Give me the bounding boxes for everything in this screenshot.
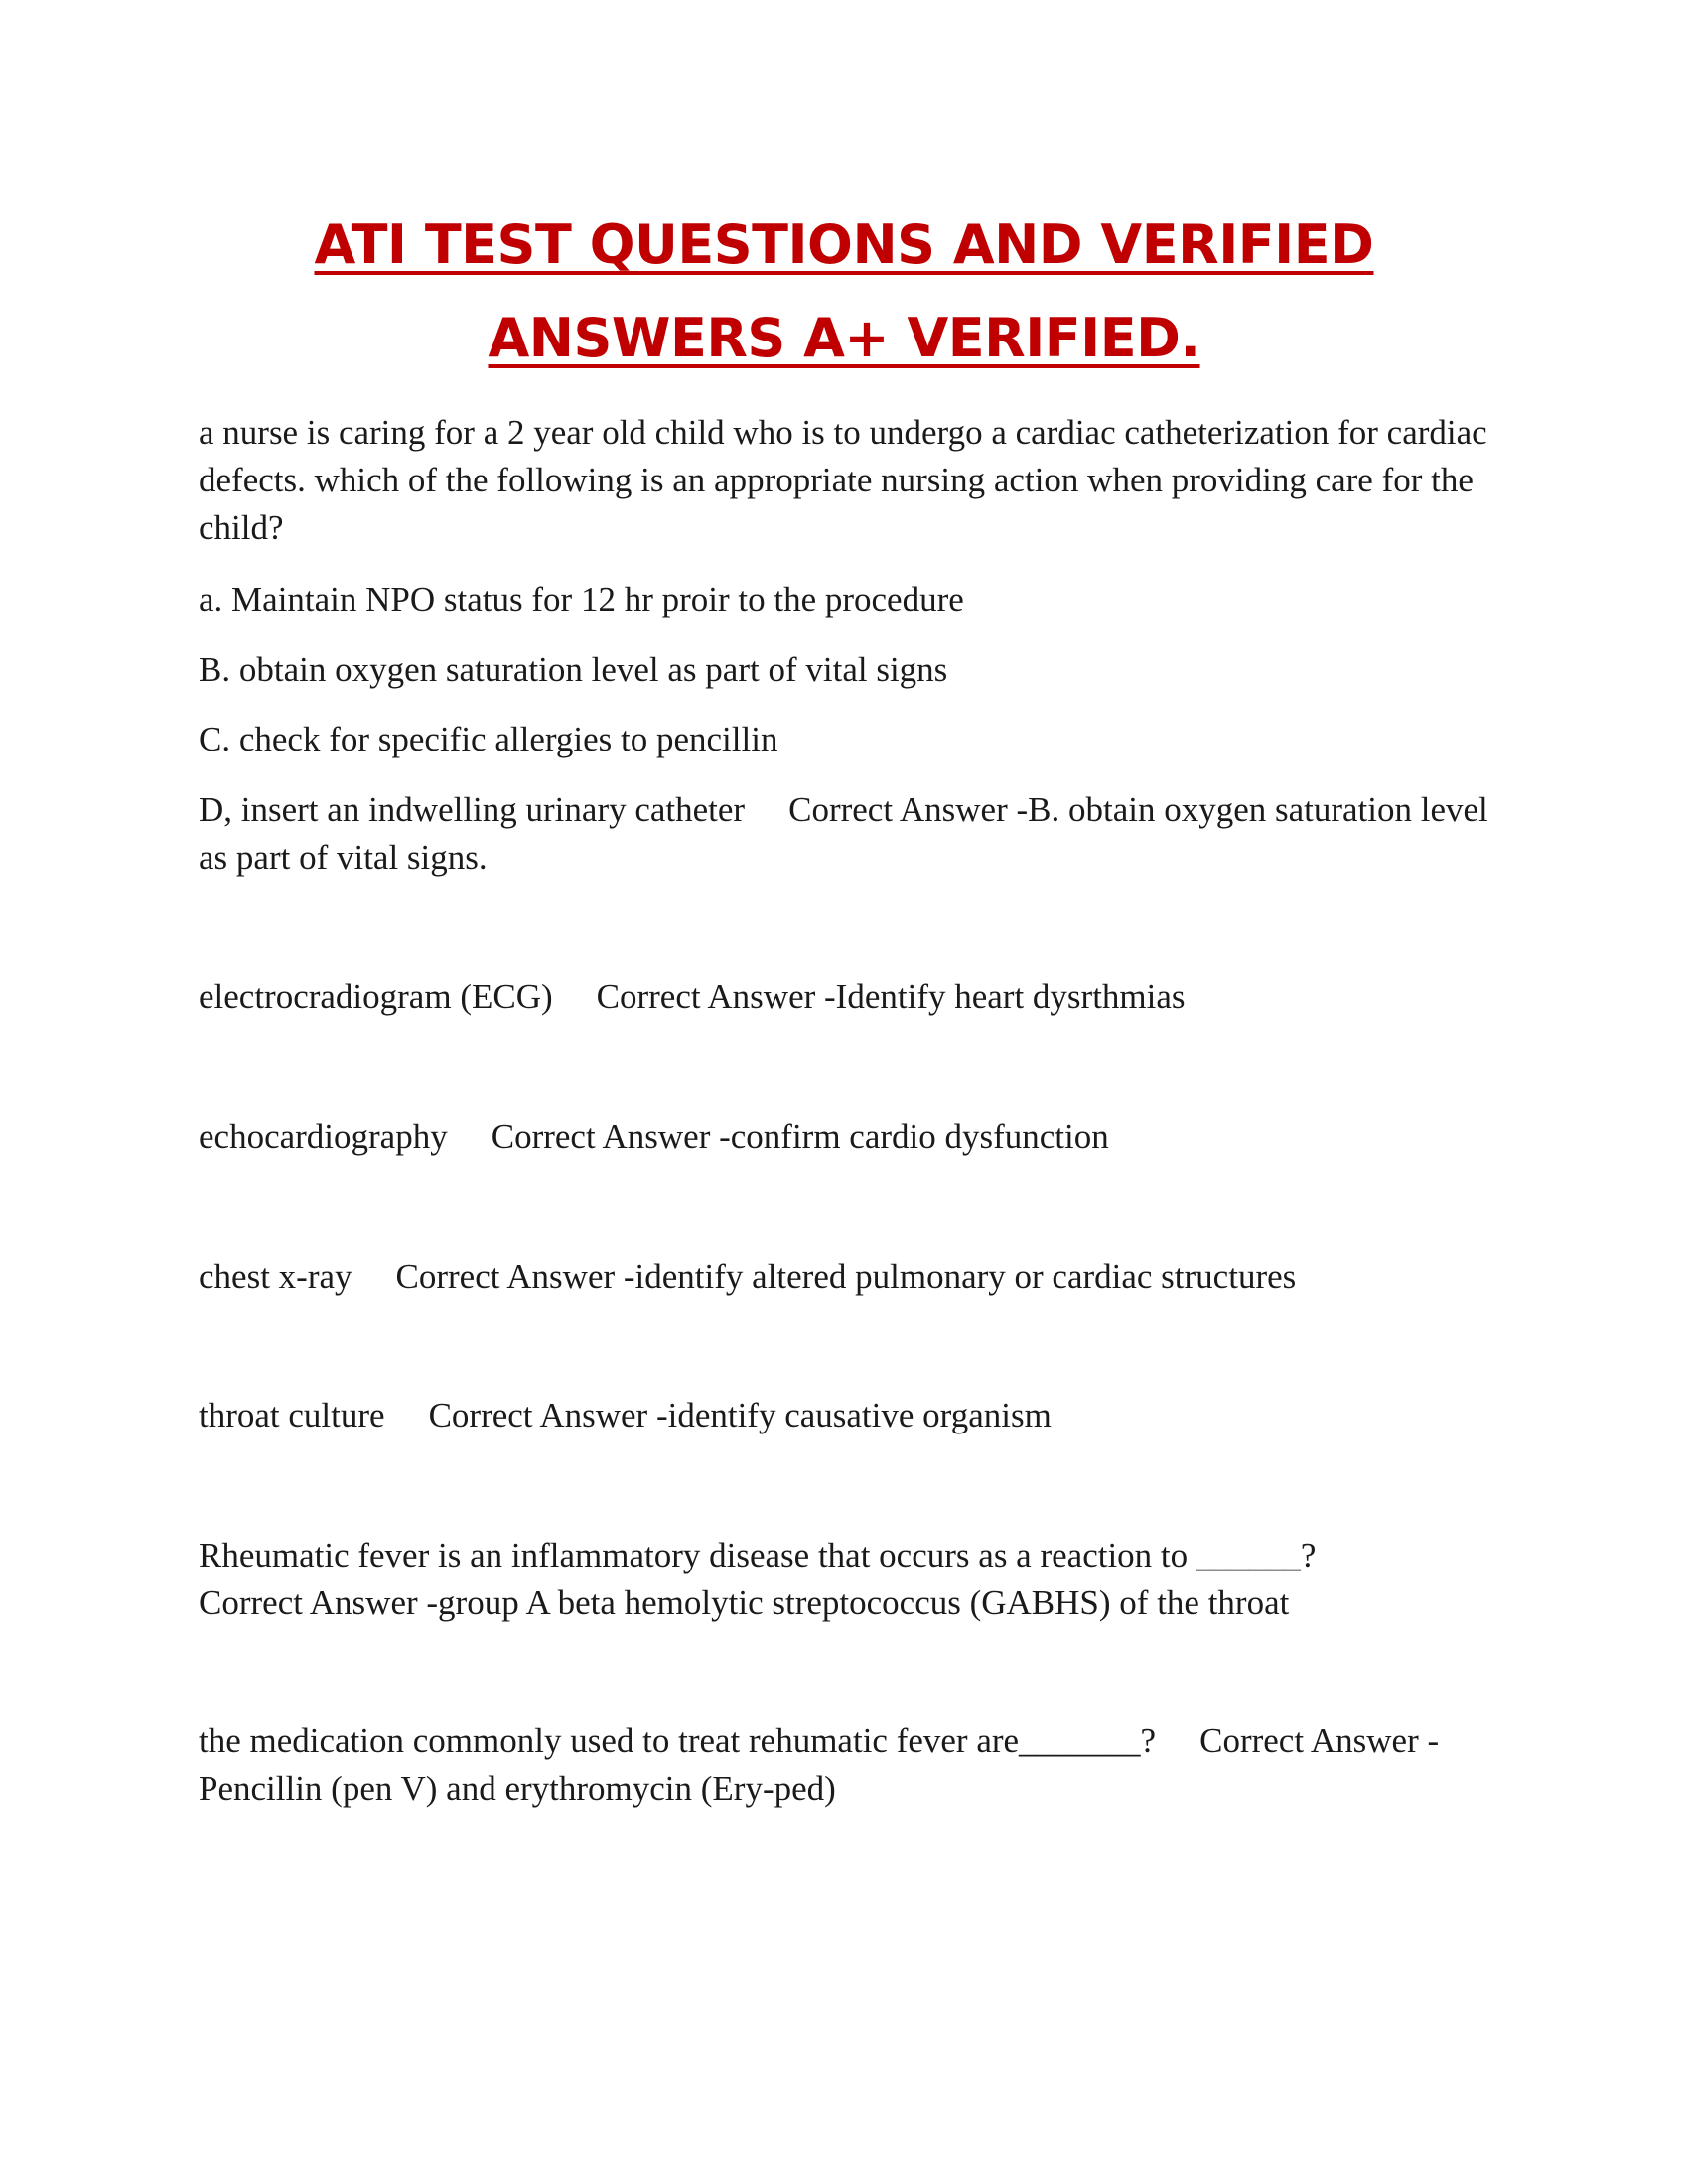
list-item	[199, 1392, 1489, 1439]
list-item	[199, 1113, 1489, 1160]
item-answer: Correct Answer -Identify heart dysrthmias	[596, 977, 1186, 1016]
question-rheumatic-stem: Rheumatic fever is an inflammatory disease that occurs as a reaction to ______?	[199, 1536, 1317, 1574]
question-medication-answer: Correct Answer -Pencillin (pen V) and erythromycin (Ery-ped)	[199, 1721, 1440, 1808]
question-1-stem: a nurse is caring for a 2 year old child who is to undergo a cardiac catheterization for cardiac defects. which of the following is an appropriate nursing action when providing care for the child?	[199, 413, 1487, 547]
question-rheumatic-answer: Correct Answer -group A beta hemolytic streptococcus (GABHS) of the throat	[199, 1583, 1290, 1622]
question-medication-stem: the medication commonly used to treat rehumatic fever are_______?	[199, 1721, 1157, 1760]
question-1-answer: Correct Answer -B. obtain oxygen saturation level as part of vital signs.	[199, 790, 1488, 877]
list-item	[199, 1253, 1489, 1300]
question-1-option-b: B. obtain oxygen saturation level as part of vital signs	[199, 650, 948, 689]
item-term: echocardiography	[199, 1117, 448, 1156]
item-term: electrocradiogram (ECG)	[199, 977, 553, 1016]
item-term: chest x-ray	[199, 1257, 352, 1296]
document-title-line-2: ANSWERS A+ VERIFIED.	[488, 307, 1200, 369]
item-answer: Correct Answer -identify causative organism	[428, 1396, 1052, 1434]
document-title-line-1: ATI TEST QUESTIONS AND VERIFIED	[314, 213, 1374, 276]
item-answer: Correct Answer -confirm cardio dysfunction	[491, 1117, 1109, 1156]
question-1-option-d-with-answer	[199, 786, 1489, 882]
question-1-option-a: a. Maintain NPO status for 12 hr proir to the procedure	[199, 580, 964, 618]
question-1-option-d: D, insert an indwelling urinary catheter	[199, 790, 746, 829]
question-rheumatic	[199, 1532, 1489, 1627]
item-term: throat culture	[199, 1396, 385, 1434]
list-item	[199, 973, 1489, 1021]
item-answer: Correct Answer -identify altered pulmonary or cardiac structures	[395, 1257, 1297, 1296]
question-medication	[199, 1717, 1489, 1813]
question-1-option-c: C. check for specific allergies to pencillin	[199, 720, 778, 758]
